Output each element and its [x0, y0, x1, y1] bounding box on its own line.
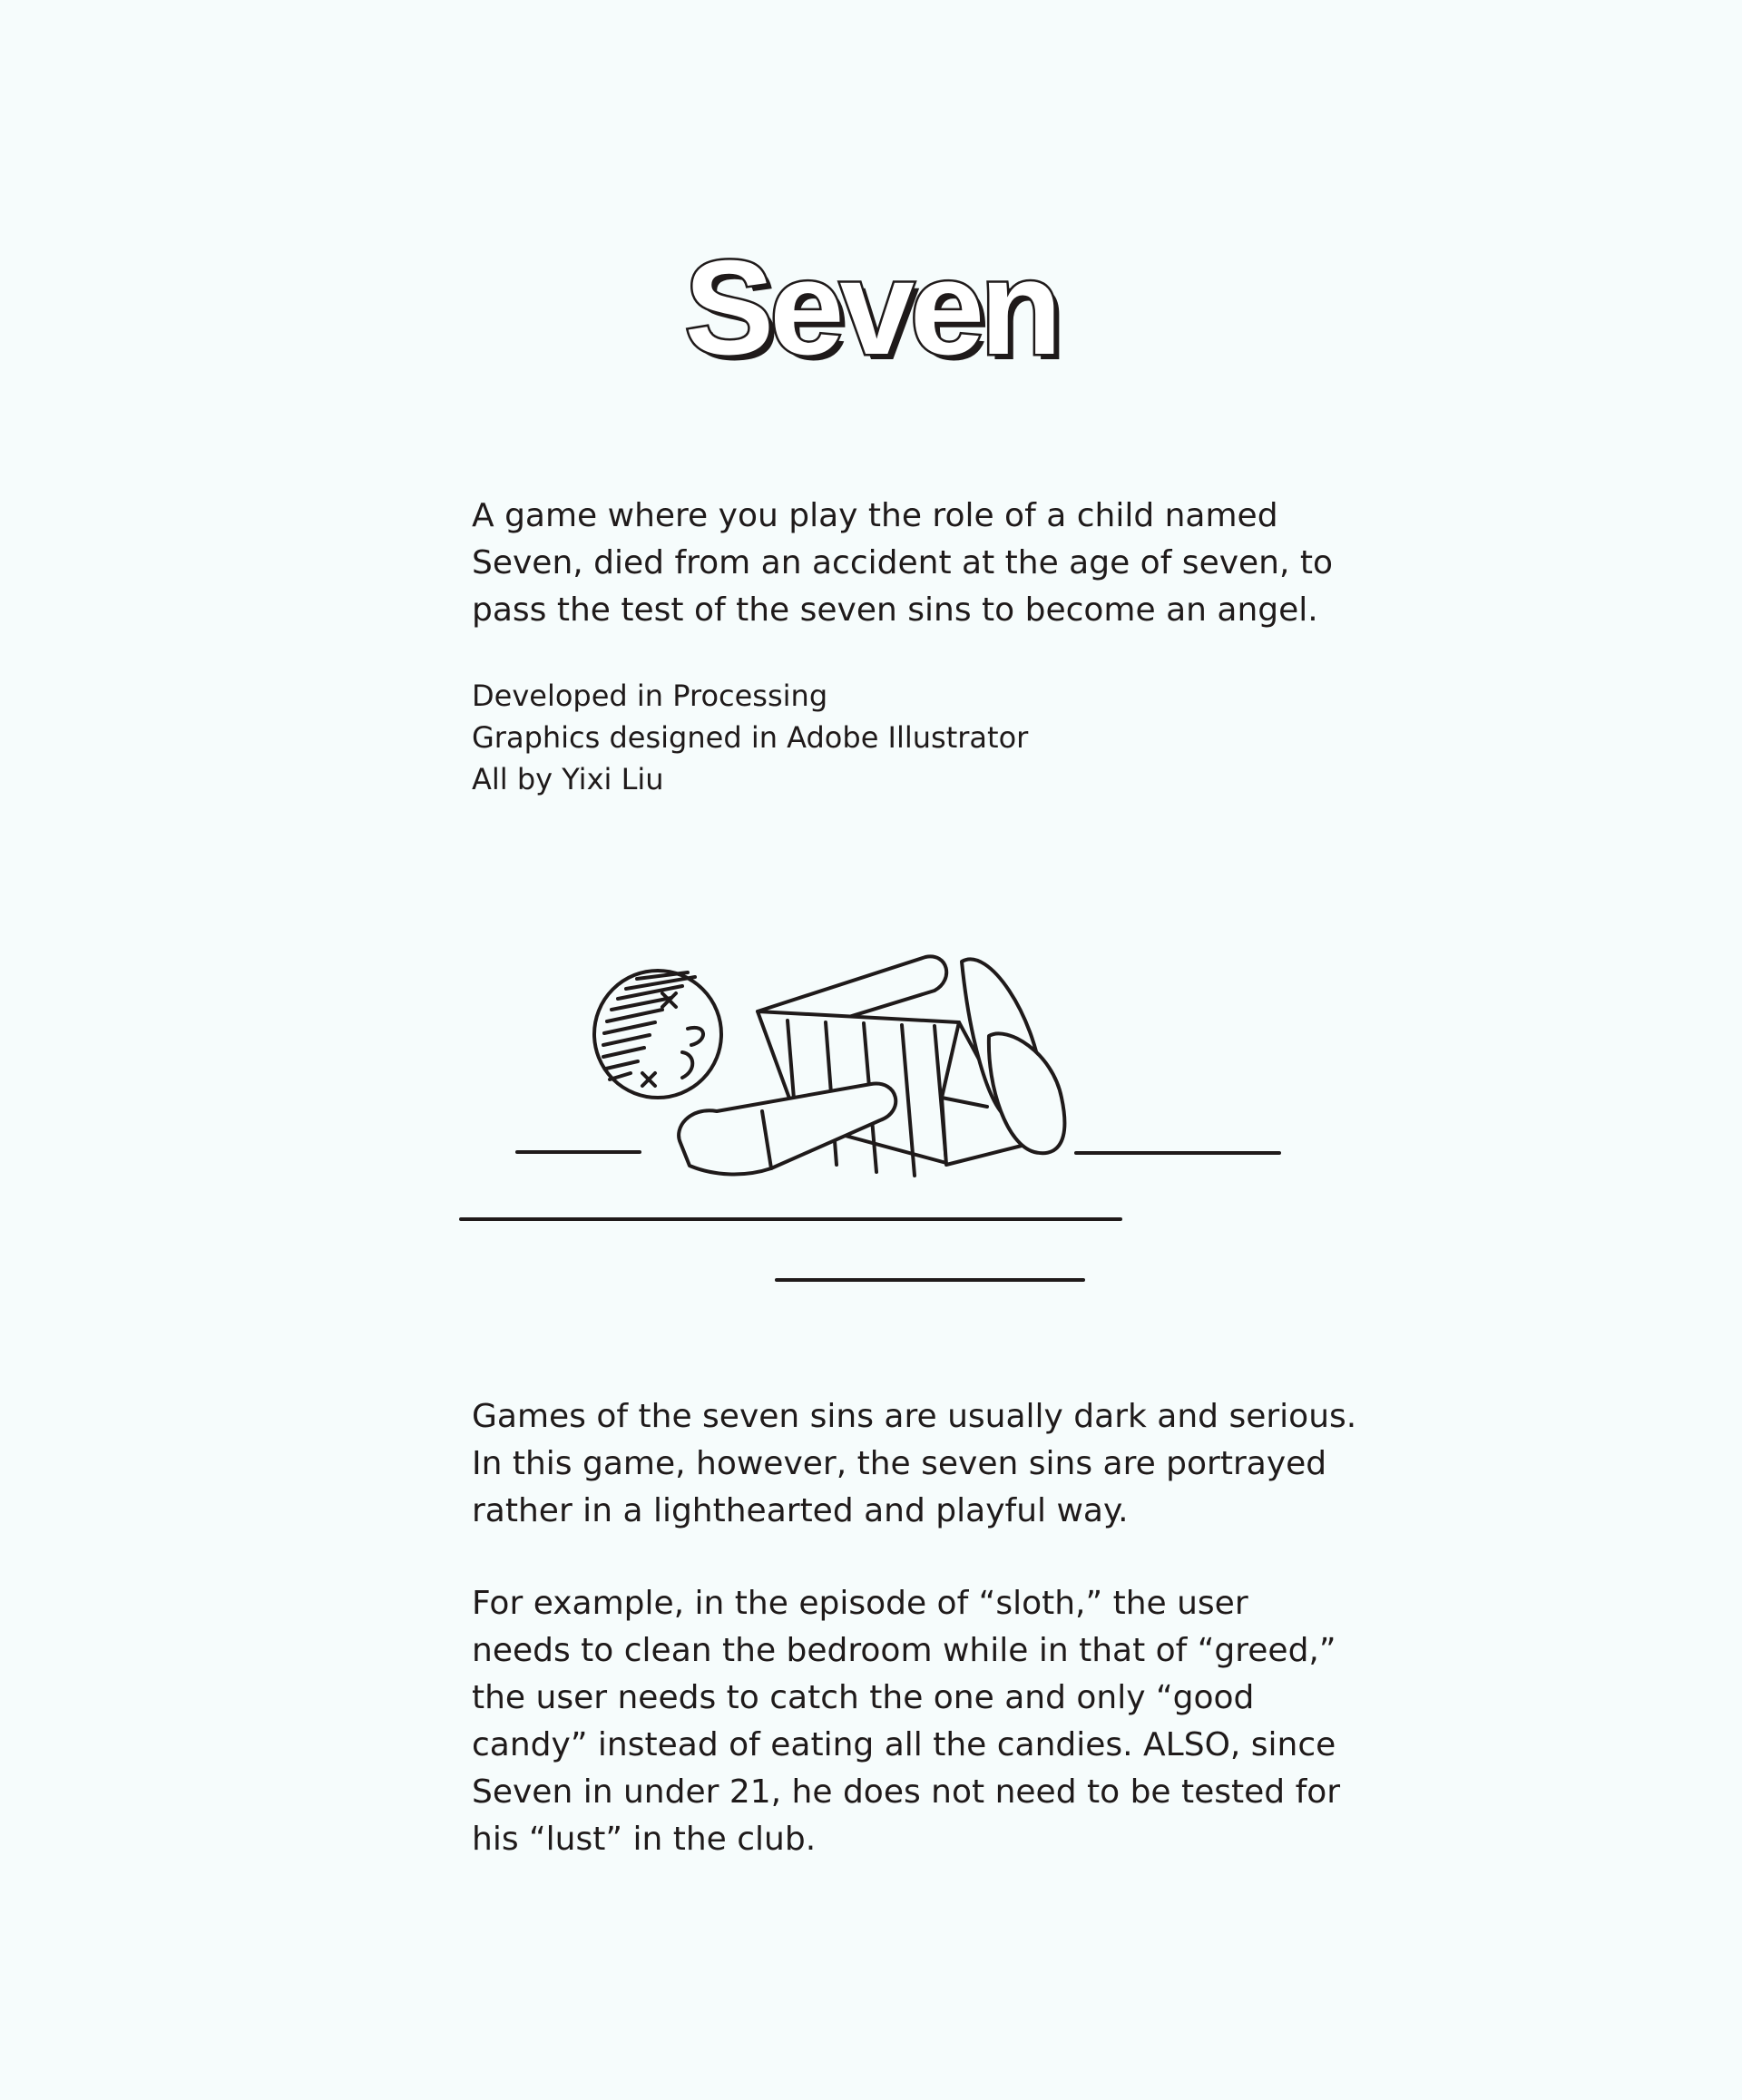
credit-line: Graphics designed in Adobe Illustrator [472, 720, 1029, 755]
page-title: Seven [684, 233, 1058, 383]
games-line: rather in a lighthearted and playful way. [472, 1492, 1129, 1529]
example-line: needs to clean the bedroom while in that of “greed,” [472, 1632, 1336, 1669]
example-line: the user needs to catch the one and only “good [472, 1679, 1255, 1716]
example-paragraph [472, 1580, 1341, 1863]
credit-line: All by Yixi Liu [472, 762, 664, 796]
games-paragraph [472, 1393, 1357, 1535]
example-line: For example, in the episode of “sloth,” the user [472, 1585, 1248, 1622]
games-line: In this game, however, the seven sins are portrayed [472, 1445, 1327, 1482]
example-line: his “lust” in the club. [472, 1821, 817, 1858]
intro-paragraph [472, 493, 1334, 634]
intro-line: A game where you play the role of a child named [472, 497, 1278, 534]
credit-line: Developed in Processing [472, 679, 828, 713]
intro-line: pass the test of the seven sins to become an angel. [472, 591, 1318, 629]
intro-line: Seven, died from an accident at the age of seven, to [472, 544, 1334, 581]
fallen-child-icon [445, 934, 1297, 1315]
credits [472, 675, 1288, 800]
example-line: candy” instead of eating all the candies. ALSO, since [472, 1726, 1336, 1763]
games-line: Games of the seven sins are usually dark and serious. [472, 1398, 1357, 1435]
example-line: Seven in under 21, he does not need to be tested for [472, 1773, 1341, 1811]
